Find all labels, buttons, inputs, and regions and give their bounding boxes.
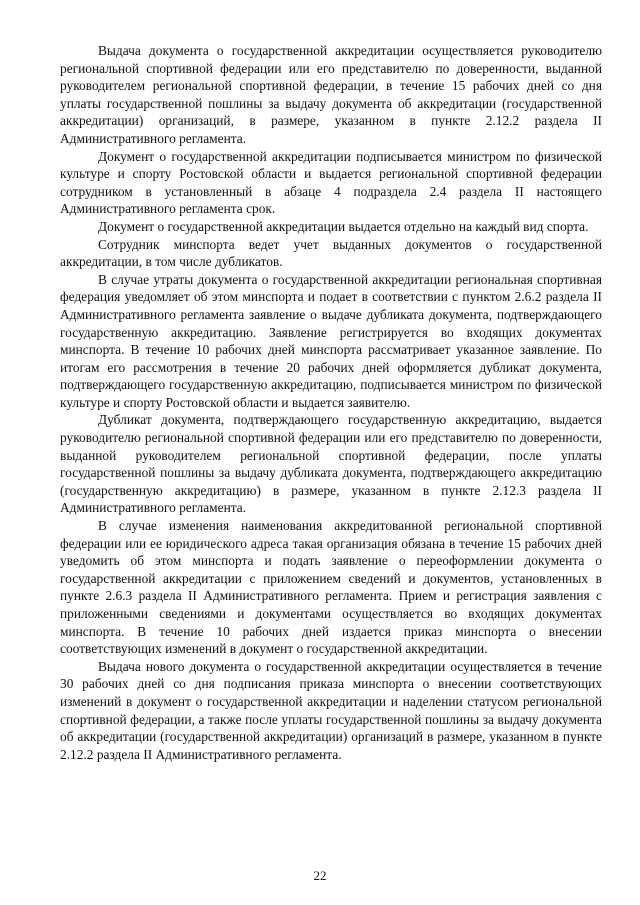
paragraph-1: Выдача документа о государственной аккредитации осуществляется руководителю региональной спортивной федерации или его представителю по доверенности, выданной руководителем региональной спортивной федерации, в течение 15 рабочих дней со дня уплаты государственной пошлины за выдачу документа об аккредитации (государственной аккредитации) организаций, в размере, указанном в пункте 2.12.2 раздела II Административного регламента. <box>60 43 602 146</box>
paragraph-8: Выдача нового документа о государственной аккредитации осуществляется в течение 30 рабочих дней со дня подписания приказа минспорта о внесении соответствующих изменений в документ о государственной аккредитации и наделении статусом региональной спортивной федерации, а также после уплаты государственной пошлины за выдачу документа об аккредитации (государственной аккредитации) организаций в размере, указанном в пункте 2.12.2 раздела II Административного регламента. <box>60 658 602 762</box>
paragraph-7: В случае изменения наименования аккредитованной региональной спортивной федерации или ее юридического адреса такая организация обязана в течение 15 рабочих дней уведомить об этом минспорта и подать заявление о переоформлении документа о государственной аккредитации с приложением сведений и документов, установленных в пункте 2.6.3 раздела II Административного регламента. Прием и регистрация заявления с приложенными сведениями и документами осуществляется во входящих документах минспорта. В течение 10 рабочих дней издается приказ минспорта о внесении соответствующих изменений в документ о государственной аккредитации. <box>60 518 602 657</box>
paragraph-3: Документ о государственной аккредитации выдается отдельно на каждый вид спорта. <box>98 218 589 234</box>
page-number: 22 <box>313 868 327 883</box>
paragraph-4: Сотрудник минспорта ведет учет выданных документов о государственной аккредитации, в том числе дубликатов. <box>60 236 602 270</box>
paragraph-5: В случае утраты документа о государственной аккредитации региональная спортивная федерация уведомляет об этом минспорта и подает в соответствии с пунктом 2.6.2 раздела II Административного регламента заявление о выдаче дубликата документа, подтверждающего государственную аккредитацию. Заявление регистрируется во входящих документах минспорта. В течение 10 рабочих дней минспорта рассматривает указанное заявление. По итогам его рассмотрения в течение 20 рабочих дней оформляется дубликат документа, подтверждающего государственную аккредитацию, подписывается министром по физической культуре и спорту Ростовской области и выдается заявителю. <box>60 271 602 410</box>
paragraph-6: Дубликат документа, подтверждающего государственную аккредитацию, выдается руководителю региональной спортивной федерации или его представителю по доверенности, выданной руководителем региональной спортивной федерации, после уплаты государственной пошлины за выдачу дубликата документа, подтверждающего аккредитацию (государственную аккредитацию) в размере, указанном в пункте 2.12.3 раздела II Административного регламента. <box>60 412 602 516</box>
document-body <box>60 42 602 763</box>
paragraph-2: Документ о государственной аккредитации подписывается министром по физической культуре и спорту Ростовской области и выдается региональной спортивной федерации сотрудником в установленный в абзаце 4 подраздела 2.4 раздела II настоящего Административного регламента срок. <box>60 148 602 217</box>
